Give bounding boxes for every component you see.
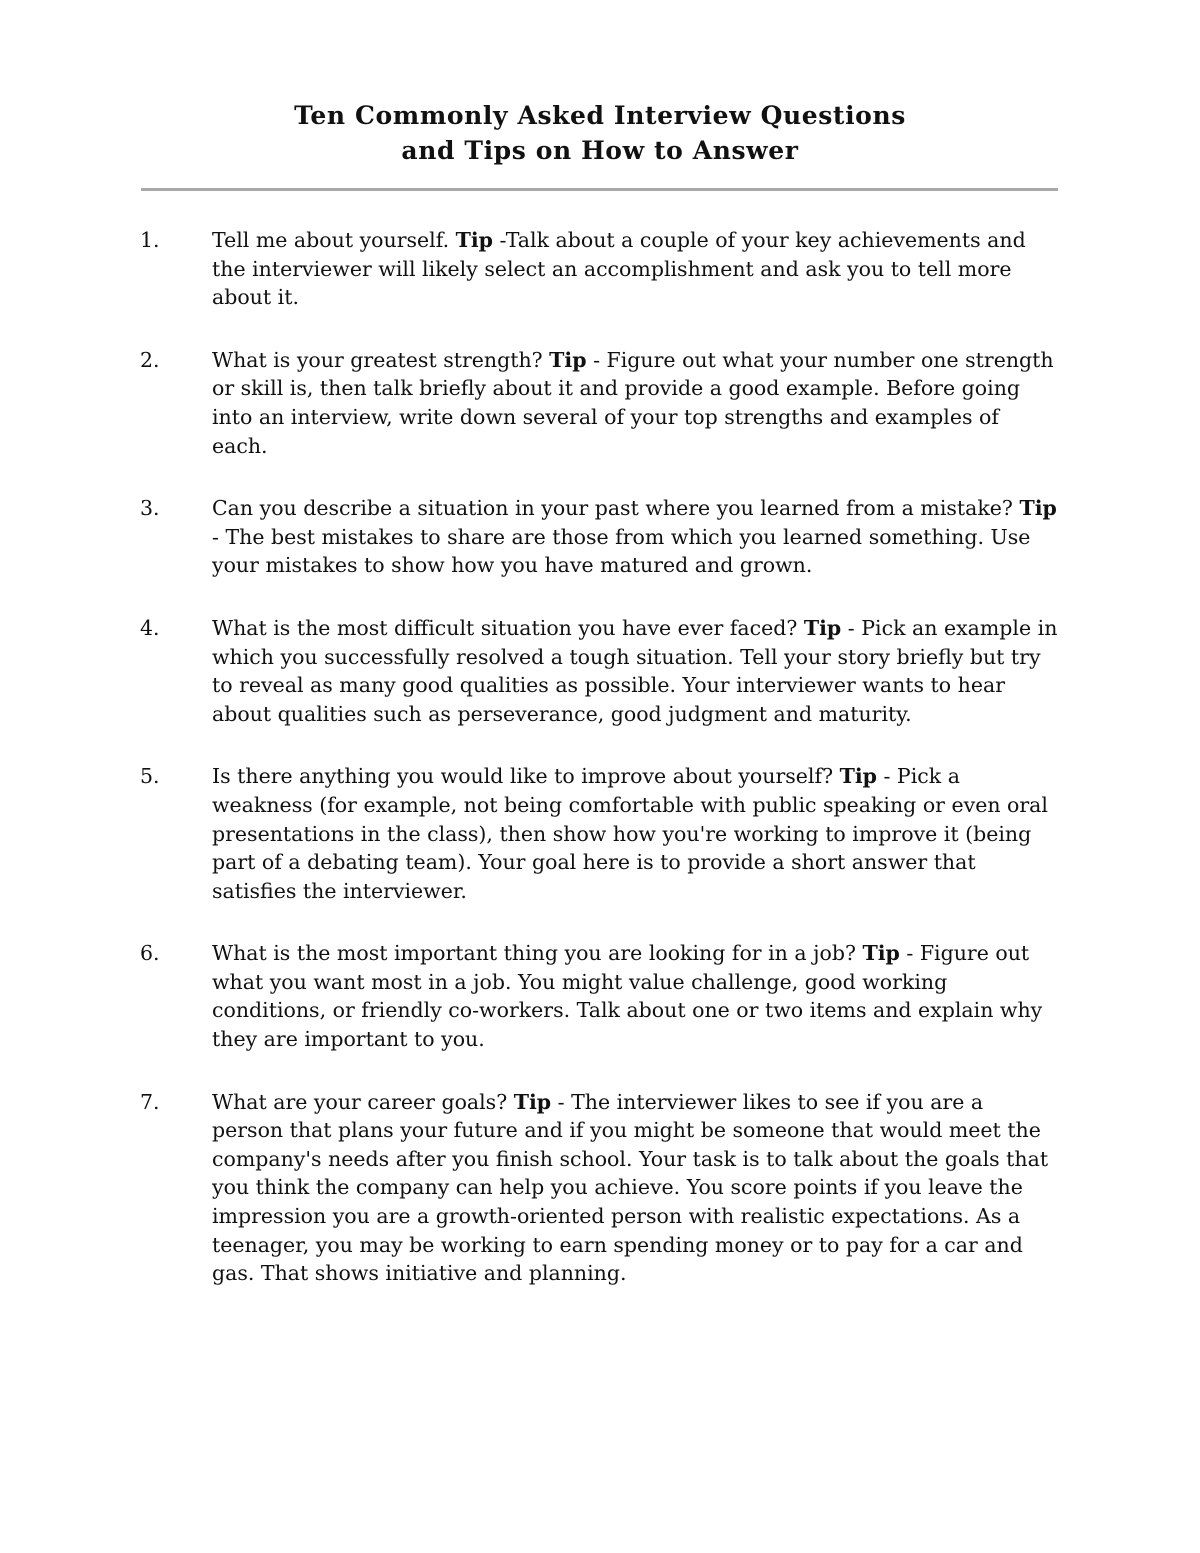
tip-text: - The interviewer likes to see if you are a person that plans your future and if you might be someone that would meet the company's needs after you finish school. Your task is to talk about the goals that you think the company can help you achieve. You score points if you leave the impression you are a growth-oriented person with realistic expectations. As a teenager, you may be working to earn spending money or to pay for a car and gas. That shows initiative and planning. — [212, 1089, 1049, 1286]
tip-text: - Pick a weakness (for example, not being comfortable with public speaking or even oral presentations in the class), then show how you're working to improve it (being part of a debating team). Your goal here is to provide a short answer that satisfies the interviewer. — [212, 764, 1048, 903]
list-item — [140, 939, 1060, 1053]
question-text: What is the most difficult situation you have ever faced? — [212, 615, 804, 640]
list-item — [140, 614, 1060, 728]
tip-text: - Figure out what you want most in a job. You might value challenge, good working conditions, or friendly co-workers. Talk about one or two items and explain why they are important to you. — [212, 941, 1043, 1052]
item-number: 7. — [140, 1089, 160, 1114]
title-line-1: Ten Commonly Asked Interview Questions — [294, 101, 906, 130]
tip-text: -Talk about a couple of your key achievements and the interviewer will likely select an accomplishment and ask you to tell more about it. — [212, 228, 1026, 310]
item-number: 5. — [140, 764, 160, 789]
list-item — [140, 346, 1060, 460]
tip-label: Tip — [455, 228, 493, 252]
list-item — [140, 494, 1060, 580]
tip-label: Tip — [803, 615, 842, 640]
question-text: What are your career goals? — [212, 1089, 514, 1114]
question-text: Is there anything you would like to improve about yourself? — [212, 764, 840, 789]
item-number: 6. — [140, 941, 160, 966]
tip-text: - Figure out what your number one strength or skill is, then talk briefly about it and provide a good example. Before going into an interview, write down several of your top strengths and examples of each. — [212, 347, 1054, 458]
tip-label: Tip — [549, 347, 587, 372]
question-list — [140, 226, 1060, 1322]
item-number: 3. — [140, 496, 160, 521]
item-number: 4. — [140, 615, 160, 640]
item-number: 1. — [140, 228, 160, 252]
tip-label: Tip — [1019, 496, 1057, 521]
question-text: Tell me about yourself. — [212, 228, 456, 252]
list-item — [140, 1088, 1060, 1288]
tip-label: Tip — [513, 1089, 552, 1114]
question-text: What is your greatest strength? — [212, 347, 550, 372]
tip-label: Tip — [862, 941, 900, 966]
page-title — [140, 98, 1060, 168]
question-text: What is the most important thing you are looking for in a job? — [212, 941, 863, 966]
question-text: Can you describe a situation in your past where you learned from a mistake? — [212, 496, 1020, 521]
item-number: 2. — [140, 347, 160, 372]
tip-text: - The best mistakes to share are those from which you learned something. Use your mistakes to show how you have matured and grown. — [212, 524, 1031, 578]
tip-label: Tip — [839, 764, 877, 789]
tip-text: - Pick an example in which you successfully resolved a tough situation. Tell your story briefly but try to reveal as many good qualities as possible. Your interviewer wants to hear about qualities such as perseverance, good judgment and maturity. — [212, 615, 1058, 726]
list-item — [140, 762, 1060, 905]
title-line-2: and Tips on How to Answer — [401, 136, 799, 165]
title-divider — [141, 188, 1058, 191]
list-item — [140, 226, 1060, 312]
